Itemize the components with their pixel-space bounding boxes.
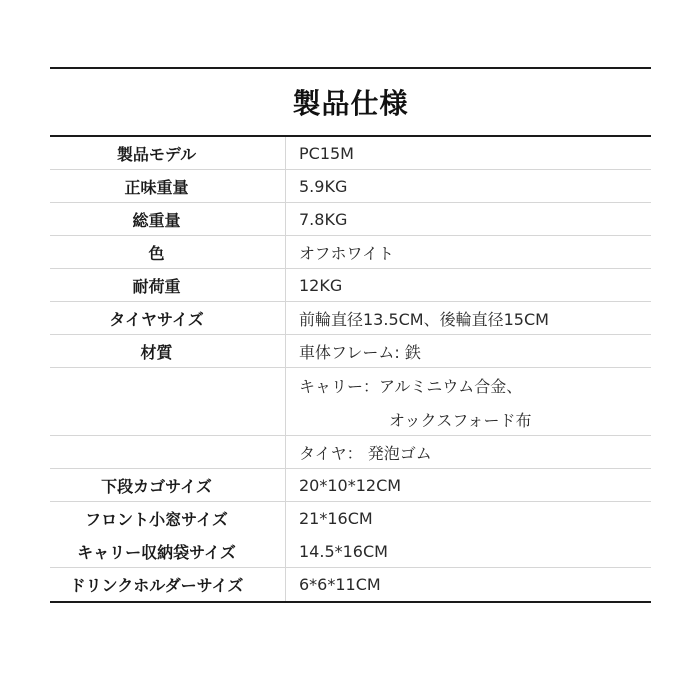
spec-row-load-capacity bbox=[50, 269, 651, 302]
spec-label: 総重量 bbox=[132, 211, 181, 230]
spec-row-material-carrier bbox=[50, 368, 651, 402]
spec-label: 色 bbox=[148, 244, 165, 263]
spec-row-material-tire bbox=[50, 436, 651, 469]
spec-row-tire-size bbox=[50, 302, 651, 335]
spec-label: 正味重量 bbox=[124, 178, 189, 197]
spec-row-material bbox=[50, 335, 651, 368]
spec-row-gross-weight bbox=[50, 203, 651, 236]
spec-value: 7.8KG bbox=[299, 210, 348, 229]
spec-value: 20*10*12CM bbox=[299, 476, 402, 495]
spec-row-net-weight bbox=[50, 170, 651, 203]
spec-label: ドリンクホルダーサイズ bbox=[69, 576, 244, 595]
spec-row-color bbox=[50, 236, 651, 269]
spec-label: タイヤサイズ bbox=[109, 310, 204, 329]
spec-value: 12KG bbox=[299, 276, 343, 295]
spec-value: 14.5*16CM bbox=[299, 542, 388, 561]
spec-value: タイヤ： 発泡ゴム bbox=[299, 444, 432, 463]
spec-value: オフホワイト bbox=[299, 244, 395, 263]
spec-label: フロント小窓サイズ bbox=[85, 510, 228, 529]
spec-row-storage-bag bbox=[50, 535, 651, 568]
spec-value: キャリー：アルミニウム合金、 bbox=[299, 376, 523, 396]
spec-label: 材質 bbox=[140, 343, 173, 362]
spec-row-material-carrier-cont bbox=[50, 402, 651, 436]
spec-label: 製品モデル bbox=[116, 145, 197, 164]
spec-value: オックスフォード布 bbox=[389, 410, 532, 430]
spec-row-lower-basket bbox=[50, 469, 651, 502]
spec-label: 下段カゴサイズ bbox=[101, 477, 212, 496]
spec-value: 車体フレーム: 鉄 bbox=[299, 343, 421, 362]
spec-label: 耐荷重 bbox=[132, 277, 181, 296]
spec-value: 6*6*11CM bbox=[299, 575, 381, 594]
spec-value: 5.9KG bbox=[299, 177, 348, 196]
page-title: 製品仕様 bbox=[292, 87, 409, 120]
spec-value: PC15M bbox=[299, 144, 354, 163]
spec-row-model bbox=[50, 137, 651, 170]
spec-value: 前輪直径13.5CM、後輪直径15CM bbox=[299, 310, 549, 329]
spec-value: 21*16CM bbox=[299, 509, 373, 528]
spec-row-front-window bbox=[50, 502, 651, 535]
spec-label: キャリー収納袋サイズ bbox=[77, 543, 236, 562]
spec-row-drink-holder bbox=[50, 568, 651, 601]
bottom-rule bbox=[50, 601, 651, 603]
